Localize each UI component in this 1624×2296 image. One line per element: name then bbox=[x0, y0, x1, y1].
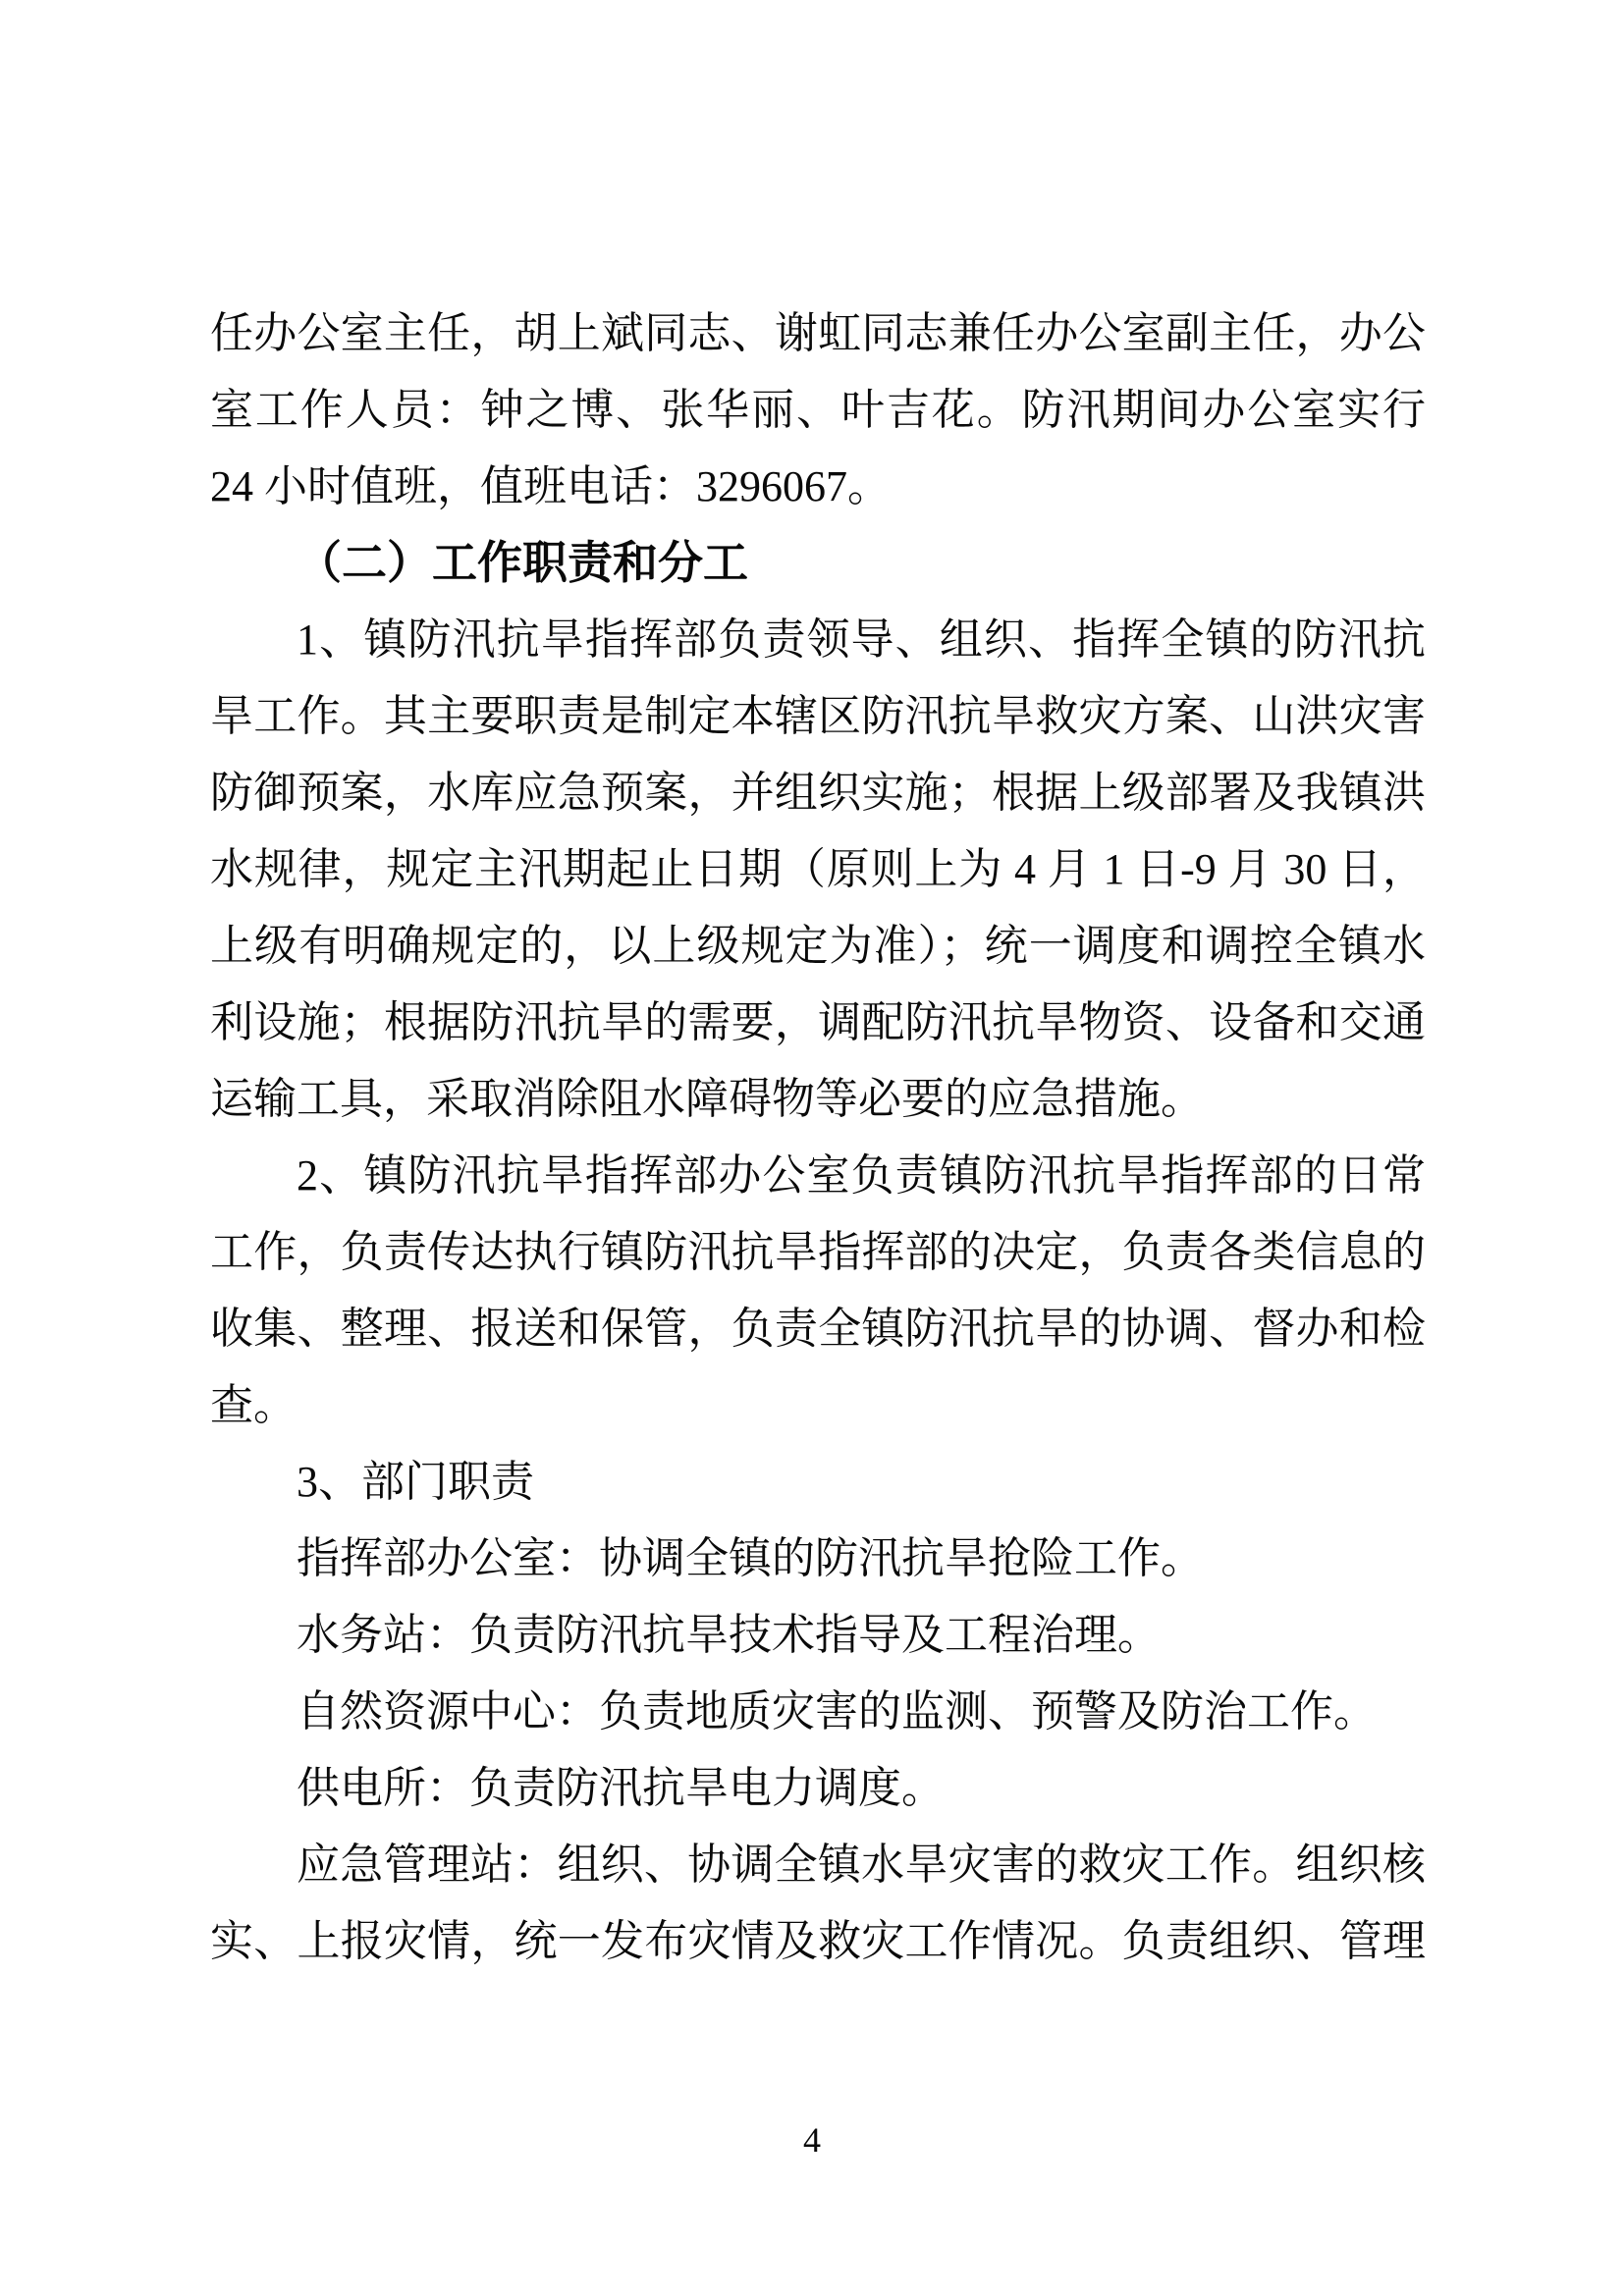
page-number: 4 bbox=[803, 2120, 821, 2160]
body-line: 实、上报灾情，统一发布灾情及救灾工作情况。负责组织、管理 bbox=[210, 1917, 1426, 1965]
body-line: 利设施；根据防汛抗旱的需要，调配防汛抗旱物资、设备和交通 bbox=[210, 998, 1426, 1046]
body-line: 自然资源中心：负责地质灾害的监测、预警及防治工作。 bbox=[297, 1687, 1377, 1735]
body-line: 查。 bbox=[210, 1381, 297, 1429]
body-line: 防御预案，水库应急预案，并组织实施；根据上级部署及我镇洪 bbox=[210, 769, 1426, 817]
body-line: 旱工作。其主要职责是制定本辖区防汛抗旱救灾方案、山洪灾害 bbox=[210, 692, 1426, 740]
document-body bbox=[210, 295, 1426, 1980]
body-line: 1、镇防汛抗旱指挥部负责领导、组织、指挥全镇的防汛抗 bbox=[297, 615, 1426, 664]
body-line: 水务站：负责防汛抗旱技术指导及工程治理。 bbox=[297, 1611, 1161, 1659]
body-line: 供电所：负责防汛抗旱电力调度。 bbox=[297, 1764, 945, 1812]
body-line: 上级有明确规定的，以上级规定为准）；统一调度和调控全镇水 bbox=[210, 922, 1426, 970]
body-line: 室工作人员：钟之博、张华丽、叶吉花。防汛期间办公室实行 bbox=[210, 386, 1426, 434]
section-heading: （二）工作职责和分工 bbox=[297, 538, 748, 588]
body-line: 2、镇防汛抗旱指挥部办公室负责镇防汛抗旱指挥部的日常 bbox=[297, 1151, 1426, 1200]
body-line: 24 小时值班，值班电话：3296067。 bbox=[210, 462, 891, 510]
body-line: 运输工具，采取消除阻水障碍物等必要的应急措施。 bbox=[210, 1075, 1204, 1123]
body-line: 3、部门职责 bbox=[297, 1458, 534, 1506]
body-line: 收集、整理、报送和保管，负责全镇防汛抗旱的协调、督办和检 bbox=[210, 1305, 1426, 1353]
body-line: 工作，负责传达执行镇防汛抗旱指挥部的决定，负责各类信息的 bbox=[210, 1228, 1426, 1276]
body-line: 应急管理站：组织、协调全镇水旱灾害的救灾工作。组织核 bbox=[297, 1841, 1426, 1889]
body-line: 任办公室主任，胡上斌同志、谢虹同志兼任办公室副主任，办公 bbox=[210, 309, 1426, 357]
body-line: 指挥部办公室：协调全镇的防汛抗旱抢险工作。 bbox=[297, 1534, 1204, 1582]
body-line: 水规律，规定主汛期起止日期（原则上为 4 月 1 日-9 月 30 日， bbox=[210, 845, 1426, 893]
